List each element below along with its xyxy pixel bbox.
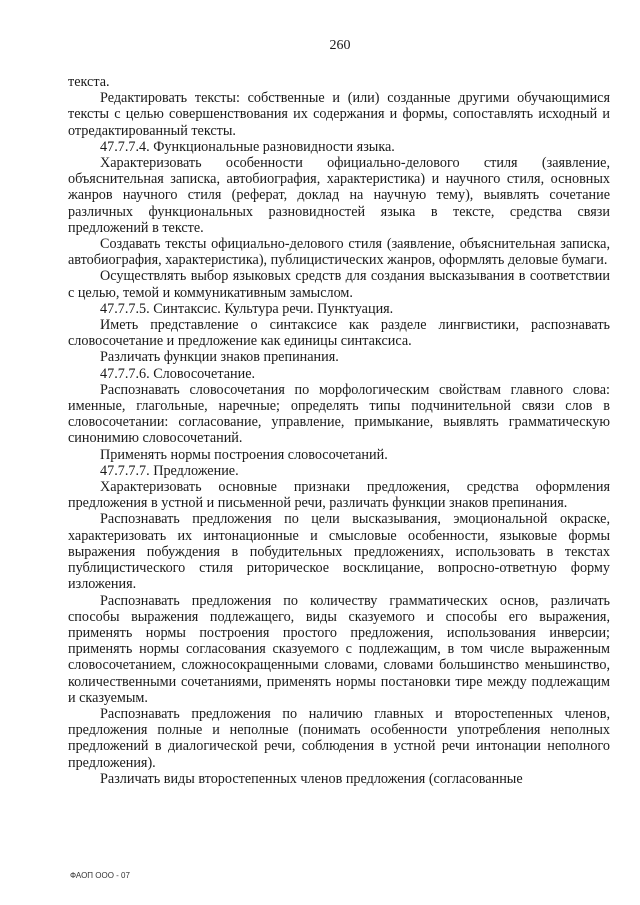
- paragraph: Распознавать предложения по количеству грамматических основ, различать способы выражения подлежащего, виды сказуемого и способы его выражения, применять нормы построения простого предложения, использования инверсии; применять нормы согласования сказуемого с подлежащим, в том числе выраженным словосочетанием, сложносокращенными словами, словами большинство меньшинство, количественными сочетаниями, применять нормы постановки тире между подлежащим и сказуемым.: [68, 592, 610, 706]
- paragraph: Создавать тексты официально-делового стиля (заявление, объяснительная записка, автобиография, характеристика), публицистических жанров, оформлять деловые бумаги.: [68, 236, 610, 269]
- paragraph: текста.: [68, 74, 110, 90]
- paragraph: 47.7.7.5. Синтаксис. Культура речи. Пунктуация.: [100, 300, 394, 317]
- paragraph: Характеризовать особенности официально-делового стиля (заявление, объяснительная записка, автобиография, характеристика) и научного стиля, основных жанров научного стиля (реферат, доклад на научную тему), выявлять сочетание различных функциональных разновидностей языка в тексте, средства связи предложений в тексте.: [68, 155, 610, 236]
- paragraph: Различать виды второстепенных членов предложения (согласованные: [100, 770, 523, 787]
- paragraph: Характеризовать основные признаки предложения, средства оформления предложения в устной и письменной речи, различать функции знаков препинания.: [68, 479, 610, 512]
- paragraph: Иметь представление о синтаксисе как разделе лингвистики, распознавать словосочетание и предложение как единицы синтаксиса.: [68, 317, 610, 350]
- document-body: [68, 74, 610, 787]
- footer-code: ФАОП ООО - 07: [70, 871, 130, 880]
- page-number: 260: [329, 38, 351, 53]
- paragraph: Распознавать предложения по наличию главных и второстепенных членов, предложения полные и неполные (понимать особенности употребления неполных предложений в диалогической речи, соблюдения в устной речи интонации неполного предложения).: [68, 705, 610, 771]
- paragraph: Редактировать тексты: собственные и (или) созданные другими обучающимися тексты с целью совершенствования их содержания и формы, сопоставлять исходный и отредактированный тексты.: [68, 90, 610, 139]
- paragraph: 47.7.7.6. Словосочетание.: [100, 365, 256, 382]
- paragraph: Применять нормы построения словосочетаний.: [100, 446, 388, 463]
- paragraph: Распознавать словосочетания по морфологическим свойствам главного слова: именные, глагольные, наречные; определять типы подчинительной связи слов в словосочетании: согласование, управление, примыкание, выявлять грамматическую синонимию словосочетаний.: [68, 381, 610, 447]
- paragraph: Различать функции знаков препинания.: [100, 349, 339, 366]
- paragraph: 47.7.7.4. Функциональные разновидности языка.: [100, 138, 395, 155]
- paragraph: 47.7.7.7. Предложение.: [100, 462, 239, 479]
- paragraph: Распознавать предложения по цели высказывания, эмоциональной окраске, характеризовать их интонационные и смысловые особенности, языковые формы выражения побуждения в побудительных предложениях, использовать в текстах публицистического стиля риторическое восклицание, вопросно-ответную форму изложения.: [68, 511, 610, 593]
- paragraph: Осуществлять выбор языковых средств для создания высказывания в соответствии с целью, темой и коммуникативным замыслом.: [68, 268, 610, 301]
